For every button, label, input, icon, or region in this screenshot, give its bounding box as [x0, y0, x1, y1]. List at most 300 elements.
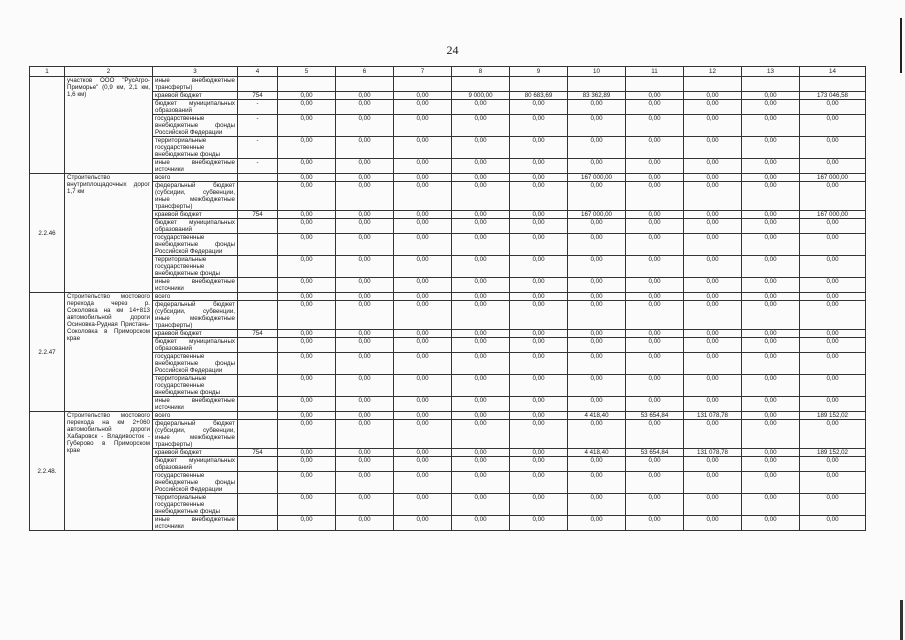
- budget-code-cell: -: [238, 100, 278, 115]
- amount-cell-col-13: 0,00: [742, 115, 800, 137]
- amount-cell-col-5: 0,00: [278, 182, 336, 211]
- budget-code-cell: [238, 182, 278, 211]
- column-number-12: 12: [684, 67, 742, 77]
- amount-cell-col-11: 0,00: [626, 159, 684, 174]
- amount-cell-col-12: 0,00: [684, 494, 742, 516]
- funding-source-cell: иные внебюджетные источники: [153, 516, 238, 531]
- amount-cell-col-8: 0,00: [452, 301, 510, 330]
- budget-code-cell: -: [238, 115, 278, 137]
- funding-source-cell: бюджет муниципальных образований: [153, 457, 238, 472]
- amount-cell-col-9: 80 683,69: [510, 92, 568, 100]
- amount-cell-col-10: 0,00: [568, 420, 626, 449]
- budget-code-cell: [238, 494, 278, 516]
- budget-code-cell: 754: [238, 211, 278, 219]
- amount-cell-col-7: 0,00: [394, 211, 452, 219]
- amount-cell-col-7: 0,00: [394, 159, 452, 174]
- amount-cell-col-5: 0,00: [278, 412, 336, 420]
- amount-cell-col-10: 0,00: [568, 219, 626, 234]
- page-number: 24: [446, 43, 459, 57]
- amount-cell-col-8: 0,00: [452, 330, 510, 338]
- amount-cell-col-11: [626, 77, 684, 92]
- amount-cell-col-5: 0,00: [278, 234, 336, 256]
- table-row: [30, 211, 866, 219]
- amount-cell-col-14: 0,00: [800, 137, 866, 159]
- table-row: [30, 234, 866, 256]
- funding-source-cell: иные внебюджетные трансферты): [153, 77, 238, 92]
- amount-cell-col-9: 0,00: [510, 293, 568, 301]
- amount-cell-col-8: 0,00: [452, 494, 510, 516]
- amount-cell-col-10: 0,00: [568, 137, 626, 159]
- amount-cell-col-8: 0,00: [452, 353, 510, 375]
- amount-cell-col-5: 0,00: [278, 353, 336, 375]
- amount-cell-col-13: 0,00: [742, 412, 800, 420]
- amount-cell-col-7: 0,00: [394, 420, 452, 449]
- item-name-cell: Строительство внутриплощадочных дорог 1,7 км: [65, 174, 153, 293]
- budget-code-cell: -: [238, 159, 278, 174]
- amount-cell-col-8: [452, 77, 510, 92]
- amount-cell-col-11: 0,00: [626, 397, 684, 412]
- amount-cell-col-6: 0,00: [336, 472, 394, 494]
- amount-cell-col-5: 0,00: [278, 293, 336, 301]
- funding-source-cell: бюджет муниципальных образований: [153, 219, 238, 234]
- amount-cell-col-12: 0,00: [684, 219, 742, 234]
- column-number-11: 11: [626, 67, 684, 77]
- table-row: [30, 219, 866, 234]
- column-number-13: 13: [742, 67, 800, 77]
- amount-cell-col-14: 0,00: [800, 159, 866, 174]
- funding-source-cell: краевой бюджет: [153, 330, 238, 338]
- column-number-4: 4: [238, 67, 278, 77]
- amount-cell-col-11: 0,00: [626, 494, 684, 516]
- budget-code-cell: [238, 375, 278, 397]
- amount-cell-col-11: 0,00: [626, 256, 684, 278]
- amount-cell-col-10: 167 000,00: [568, 211, 626, 219]
- amount-cell-col-13: 0,00: [742, 182, 800, 211]
- amount-cell-col-8: 0,00: [452, 457, 510, 472]
- table-row: [30, 472, 866, 494]
- column-number-5: 5: [278, 67, 336, 77]
- amount-cell-col-10: 167 000,00: [568, 174, 626, 182]
- amount-cell-col-6: 0,00: [336, 211, 394, 219]
- amount-cell-col-9: 0,00: [510, 234, 568, 256]
- amount-cell-col-11: 0,00: [626, 219, 684, 234]
- amount-cell-col-7: 0,00: [394, 375, 452, 397]
- amount-cell-col-10: 0,00: [568, 457, 626, 472]
- amount-cell-col-8: 0,00: [452, 159, 510, 174]
- amount-cell-col-10: 0,00: [568, 182, 626, 211]
- amount-cell-col-10: 0,00: [568, 338, 626, 353]
- amount-cell-col-14: 173 046,58: [800, 92, 866, 100]
- amount-cell-col-9: 0,00: [510, 182, 568, 211]
- amount-cell-col-10: 0,00: [568, 516, 626, 531]
- table-row: [30, 338, 866, 353]
- amount-cell-col-10: 0,00: [568, 234, 626, 256]
- amount-cell-col-8: 0,00: [452, 449, 510, 457]
- funding-source-cell: территориальные государственные внебюджетные фонды: [153, 375, 238, 397]
- column-number-3: 3: [153, 67, 238, 77]
- amount-cell-col-5: 0,00: [278, 420, 336, 449]
- amount-cell-col-14: 0,00: [800, 234, 866, 256]
- funding-source-cell: иные внебюджетные источники: [153, 278, 238, 293]
- budget-code-cell: 754: [238, 330, 278, 338]
- amount-cell-col-12: 0,00: [684, 159, 742, 174]
- amount-cell-col-8: 0,00: [452, 234, 510, 256]
- column-number-7: 7: [394, 67, 452, 77]
- amount-cell-col-6: 0,00: [336, 353, 394, 375]
- amount-cell-col-13: 0,00: [742, 375, 800, 397]
- amount-cell-col-14: 167 000,00: [800, 174, 866, 182]
- funding-source-cell: государственные внебюджетные фонды Российской Федерации: [153, 234, 238, 256]
- funding-source-cell: бюджет муниципальных образований: [153, 100, 238, 115]
- amount-cell-col-12: 0,00: [684, 457, 742, 472]
- scan-edge-mark-bottom: [900, 600, 903, 640]
- amount-cell-col-14: 0,00: [800, 516, 866, 531]
- funding-source-cell: бюджет муниципальных образований: [153, 338, 238, 353]
- amount-cell-col-6: 0,00: [336, 174, 394, 182]
- amount-cell-col-11: 0,00: [626, 293, 684, 301]
- amount-cell-col-6: 0,00: [336, 159, 394, 174]
- amount-cell-col-7: 0,00: [394, 457, 452, 472]
- amount-cell-col-10: 0,00: [568, 256, 626, 278]
- amount-cell-col-10: 0,00: [568, 278, 626, 293]
- amount-cell-col-7: 0,00: [394, 353, 452, 375]
- budget-code-cell: [238, 301, 278, 330]
- amount-cell-col-7: 0,00: [394, 182, 452, 211]
- amount-cell-col-13: 0,00: [742, 100, 800, 115]
- amount-cell-col-12: 0,00: [684, 330, 742, 338]
- amount-cell-col-5: 0,00: [278, 115, 336, 137]
- amount-cell-col-6: 0,00: [336, 397, 394, 412]
- amount-cell-col-14: 0,00: [800, 494, 866, 516]
- amount-cell-col-7: 0,00: [394, 278, 452, 293]
- amount-cell-col-11: 0,00: [626, 115, 684, 137]
- amount-cell-col-11: 0,00: [626, 338, 684, 353]
- amount-cell-col-13: 0,00: [742, 278, 800, 293]
- budget-code-cell: [238, 420, 278, 449]
- funding-source-cell: государственные внебюджетные фонды Российской Федерации: [153, 353, 238, 375]
- table-row: [30, 77, 866, 92]
- amount-cell-col-5: 0,00: [278, 516, 336, 531]
- amount-cell-col-12: 0,00: [684, 420, 742, 449]
- column-number-14: 14: [800, 67, 866, 77]
- amount-cell-col-7: [394, 77, 452, 92]
- amount-cell-col-11: 0,00: [626, 211, 684, 219]
- budget-code-cell: [238, 397, 278, 412]
- amount-cell-col-9: 0,00: [510, 219, 568, 234]
- table-row: [30, 397, 866, 412]
- amount-cell-col-12: 131 078,78: [684, 449, 742, 457]
- amount-cell-col-13: 0,00: [742, 92, 800, 100]
- amount-cell-col-10: 0,00: [568, 472, 626, 494]
- amount-cell-col-5: 0,00: [278, 472, 336, 494]
- amount-cell-col-5: 0,00: [278, 174, 336, 182]
- amount-cell-col-9: 0,00: [510, 516, 568, 531]
- amount-cell-col-10: [568, 77, 626, 92]
- amount-cell-col-6: 0,00: [336, 234, 394, 256]
- item-code-cell: 2.2.47: [30, 293, 65, 412]
- amount-cell-col-14: 0,00: [800, 472, 866, 494]
- table-row: [30, 516, 866, 531]
- amount-cell-col-12: 0,00: [684, 516, 742, 531]
- amount-cell-col-10: 0,00: [568, 301, 626, 330]
- funding-source-cell: территориальные государственные внебюджетные фонды: [153, 137, 238, 159]
- amount-cell-col-14: 0,00: [800, 330, 866, 338]
- amount-cell-col-14: 0,00: [800, 457, 866, 472]
- budget-code-cell: 754: [238, 449, 278, 457]
- amount-cell-col-13: 0,00: [742, 137, 800, 159]
- amount-cell-col-8: 0,00: [452, 420, 510, 449]
- amount-cell-col-10: 0,00: [568, 100, 626, 115]
- amount-cell-col-11: 53 654,84: [626, 412, 684, 420]
- table-row: [30, 293, 866, 301]
- column-number-6: 6: [336, 67, 394, 77]
- amount-cell-col-14: 0,00: [800, 397, 866, 412]
- funding-source-cell: краевой бюджет: [153, 211, 238, 219]
- amount-cell-col-10: 83 362,89: [568, 92, 626, 100]
- amount-cell-col-7: 0,00: [394, 92, 452, 100]
- amount-cell-col-6: 0,00: [336, 92, 394, 100]
- funding-source-cell: иные внебюджетные источники: [153, 159, 238, 174]
- amount-cell-col-6: 0,00: [336, 182, 394, 211]
- amount-cell-col-5: [278, 77, 336, 92]
- amount-cell-col-12: 0,00: [684, 472, 742, 494]
- amount-cell-col-5: 0,00: [278, 278, 336, 293]
- amount-cell-col-14: 167 000,00: [800, 211, 866, 219]
- amount-cell-col-11: 0,00: [626, 234, 684, 256]
- item-code-cell: [30, 77, 65, 174]
- item-name-cell: Строительство мостового перехода через р. Соколовка на км 14+813 автомобильной дороги Осиновка-Рудная Пристань-Соколовка в Приморском крае: [65, 293, 153, 412]
- amount-cell-col-6: 0,00: [336, 137, 394, 159]
- amount-cell-col-14: 0,00: [800, 293, 866, 301]
- amount-cell-col-13: 0,00: [742, 457, 800, 472]
- budget-code-cell: [238, 77, 278, 92]
- amount-cell-col-8: 0,00: [452, 100, 510, 115]
- table-row: [30, 449, 866, 457]
- budget-code-cell: [238, 457, 278, 472]
- amount-cell-col-8: 0,00: [452, 219, 510, 234]
- amount-cell-col-7: 0,00: [394, 338, 452, 353]
- budget-code-cell: [238, 472, 278, 494]
- amount-cell-col-7: 0,00: [394, 516, 452, 531]
- amount-cell-col-11: 53 654,84: [626, 449, 684, 457]
- amount-cell-col-14: 0,00: [800, 182, 866, 211]
- column-number-10: 10: [568, 67, 626, 77]
- amount-cell-col-10: 0,00: [568, 494, 626, 516]
- amount-cell-col-9: 0,00: [510, 100, 568, 115]
- funding-source-cell: федеральный бюджет (субсидии, субвенции, иные межбюджетные трансферты): [153, 420, 238, 449]
- amount-cell-col-7: 0,00: [394, 256, 452, 278]
- amount-cell-col-7: 0,00: [394, 293, 452, 301]
- amount-cell-col-7: 0,00: [394, 301, 452, 330]
- amount-cell-col-14: 0,00: [800, 375, 866, 397]
- amount-cell-col-8: 9 000,00: [452, 92, 510, 100]
- budget-code-cell: [238, 278, 278, 293]
- amount-cell-col-8: 0,00: [452, 338, 510, 353]
- amount-cell-col-13: 0,00: [742, 256, 800, 278]
- amount-cell-col-12: 0,00: [684, 293, 742, 301]
- amount-cell-col-6: 0,00: [336, 494, 394, 516]
- amount-cell-col-7: 0,00: [394, 174, 452, 182]
- amount-cell-col-13: 0,00: [742, 338, 800, 353]
- amount-cell-col-8: 0,00: [452, 115, 510, 137]
- amount-cell-col-7: 0,00: [394, 137, 452, 159]
- amount-cell-col-12: 0,00: [684, 211, 742, 219]
- amount-cell-col-11: 0,00: [626, 301, 684, 330]
- amount-cell-col-13: 0,00: [742, 330, 800, 338]
- amount-cell-col-12: 0,00: [684, 92, 742, 100]
- amount-cell-col-14: 0,00: [800, 353, 866, 375]
- table-row: [30, 301, 866, 330]
- amount-cell-col-6: 0,00: [336, 256, 394, 278]
- table-row: [30, 412, 866, 420]
- amount-cell-col-9: 0,00: [510, 420, 568, 449]
- budget-code-cell: [238, 412, 278, 420]
- column-number-9: 9: [510, 67, 568, 77]
- amount-cell-col-8: 0,00: [452, 211, 510, 219]
- amount-cell-col-7: 0,00: [394, 115, 452, 137]
- amount-cell-col-11: 0,00: [626, 182, 684, 211]
- amount-cell-col-13: 0,00: [742, 494, 800, 516]
- budget-code-cell: 754: [238, 92, 278, 100]
- amount-cell-col-5: 0,00: [278, 375, 336, 397]
- amount-cell-col-12: 0,00: [684, 397, 742, 412]
- item-name-cell: участков ООО "РусАгро-Приморье" (0,9 км, 2,1 км, 1,6 км): [65, 77, 153, 174]
- amount-cell-col-5: 0,00: [278, 100, 336, 115]
- amount-cell-col-5: 0,00: [278, 301, 336, 330]
- amount-cell-col-12: 0,00: [684, 100, 742, 115]
- amount-cell-col-14: 0,00: [800, 219, 866, 234]
- amount-cell-col-8: 0,00: [452, 293, 510, 301]
- amount-cell-col-14: 0,00: [800, 100, 866, 115]
- amount-cell-col-10: 0,00: [568, 330, 626, 338]
- table-row: [30, 115, 866, 137]
- budget-code-cell: [238, 293, 278, 301]
- amount-cell-col-11: 0,00: [626, 516, 684, 531]
- amount-cell-col-6: 0,00: [336, 516, 394, 531]
- amount-cell-col-14: 0,00: [800, 278, 866, 293]
- table-body: [30, 77, 866, 531]
- funding-source-cell: всего: [153, 174, 238, 182]
- amount-cell-col-5: 0,00: [278, 457, 336, 472]
- amount-cell-col-5: 0,00: [278, 330, 336, 338]
- amount-cell-col-11: 0,00: [626, 457, 684, 472]
- amount-cell-col-9: 0,00: [510, 301, 568, 330]
- amount-cell-col-12: 0,00: [684, 182, 742, 211]
- amount-cell-col-9: 0,00: [510, 397, 568, 412]
- amount-cell-col-8: 0,00: [452, 182, 510, 211]
- amount-cell-col-13: 0,00: [742, 159, 800, 174]
- amount-cell-col-8: 0,00: [452, 472, 510, 494]
- amount-cell-col-13: 0,00: [742, 293, 800, 301]
- amount-cell-col-11: 0,00: [626, 137, 684, 159]
- amount-cell-col-13: 0,00: [742, 211, 800, 219]
- column-number-1: 1: [30, 67, 65, 77]
- table-row: [30, 256, 866, 278]
- amount-cell-col-13: 0,00: [742, 353, 800, 375]
- table-row: [30, 457, 866, 472]
- amount-cell-col-7: 0,00: [394, 449, 452, 457]
- amount-cell-col-7: 0,00: [394, 412, 452, 420]
- amount-cell-col-9: [510, 77, 568, 92]
- amount-cell-col-13: 0,00: [742, 397, 800, 412]
- table-row: [30, 278, 866, 293]
- funding-source-cell: всего: [153, 412, 238, 420]
- amount-cell-col-5: 0,00: [278, 256, 336, 278]
- amount-cell-col-11: 0,00: [626, 278, 684, 293]
- amount-cell-col-11: 0,00: [626, 330, 684, 338]
- amount-cell-col-10: 0,00: [568, 115, 626, 137]
- amount-cell-col-12: [684, 77, 742, 92]
- amount-cell-col-6: 0,00: [336, 301, 394, 330]
- amount-cell-col-14: 0,00: [800, 338, 866, 353]
- amount-cell-col-9: 0,00: [510, 338, 568, 353]
- amount-cell-col-13: 0,00: [742, 516, 800, 531]
- amount-cell-col-10: 0,00: [568, 293, 626, 301]
- amount-cell-col-10: 4 418,40: [568, 412, 626, 420]
- column-number-2: 2: [65, 67, 153, 77]
- amount-cell-col-7: 0,00: [394, 219, 452, 234]
- amount-cell-col-5: 0,00: [278, 494, 336, 516]
- table-row: [30, 353, 866, 375]
- amount-cell-col-14: [800, 77, 866, 92]
- amount-cell-col-9: 0,00: [510, 159, 568, 174]
- funding-source-cell: краевой бюджет: [153, 449, 238, 457]
- amount-cell-col-5: 0,00: [278, 137, 336, 159]
- amount-cell-col-8: 0,00: [452, 278, 510, 293]
- funding-source-cell: федеральный бюджет (субсидии, субвенции, иные межбюджетные трансферты): [153, 301, 238, 330]
- amount-cell-col-12: 0,00: [684, 375, 742, 397]
- amount-cell-col-8: 0,00: [452, 137, 510, 159]
- financing-table-container: [29, 66, 866, 531]
- amount-cell-col-7: 0,00: [394, 330, 452, 338]
- amount-cell-col-10: 0,00: [568, 397, 626, 412]
- amount-cell-col-12: 0,00: [684, 353, 742, 375]
- funding-source-cell: государственные внебюджетные фонды Российской Федерации: [153, 115, 238, 137]
- amount-cell-col-12: 131 078,78: [684, 412, 742, 420]
- amount-cell-col-10: 4 418,40: [568, 449, 626, 457]
- amount-cell-col-14: 189 152,02: [800, 412, 866, 420]
- amount-cell-col-6: 0,00: [336, 375, 394, 397]
- amount-cell-col-6: 0,00: [336, 457, 394, 472]
- amount-cell-col-5: 0,00: [278, 92, 336, 100]
- amount-cell-col-8: 0,00: [452, 516, 510, 531]
- amount-cell-col-13: 0,00: [742, 234, 800, 256]
- funding-source-cell: всего: [153, 293, 238, 301]
- funding-source-cell: государственные внебюджетные фонды Российской Федерации: [153, 472, 238, 494]
- amount-cell-col-11: 0,00: [626, 420, 684, 449]
- amount-cell-col-6: 0,00: [336, 412, 394, 420]
- amount-cell-col-9: 0,00: [510, 449, 568, 457]
- table-row: [30, 330, 866, 338]
- amount-cell-col-12: 0,00: [684, 338, 742, 353]
- amount-cell-col-14: 0,00: [800, 115, 866, 137]
- amount-cell-col-6: 0,00: [336, 278, 394, 293]
- budget-code-cell: -: [238, 137, 278, 159]
- amount-cell-col-6: 0,00: [336, 115, 394, 137]
- amount-cell-col-6: [336, 77, 394, 92]
- amount-cell-col-9: 0,00: [510, 278, 568, 293]
- amount-cell-col-7: 0,00: [394, 397, 452, 412]
- amount-cell-col-8: 0,00: [452, 375, 510, 397]
- table-row: [30, 137, 866, 159]
- amount-cell-col-8: 0,00: [452, 174, 510, 182]
- amount-cell-col-13: 0,00: [742, 219, 800, 234]
- table-row: [30, 182, 866, 211]
- amount-cell-col-5: 0,00: [278, 211, 336, 219]
- amount-cell-col-10: 0,00: [568, 353, 626, 375]
- amount-cell-col-11: 0,00: [626, 375, 684, 397]
- amount-cell-col-9: 0,00: [510, 494, 568, 516]
